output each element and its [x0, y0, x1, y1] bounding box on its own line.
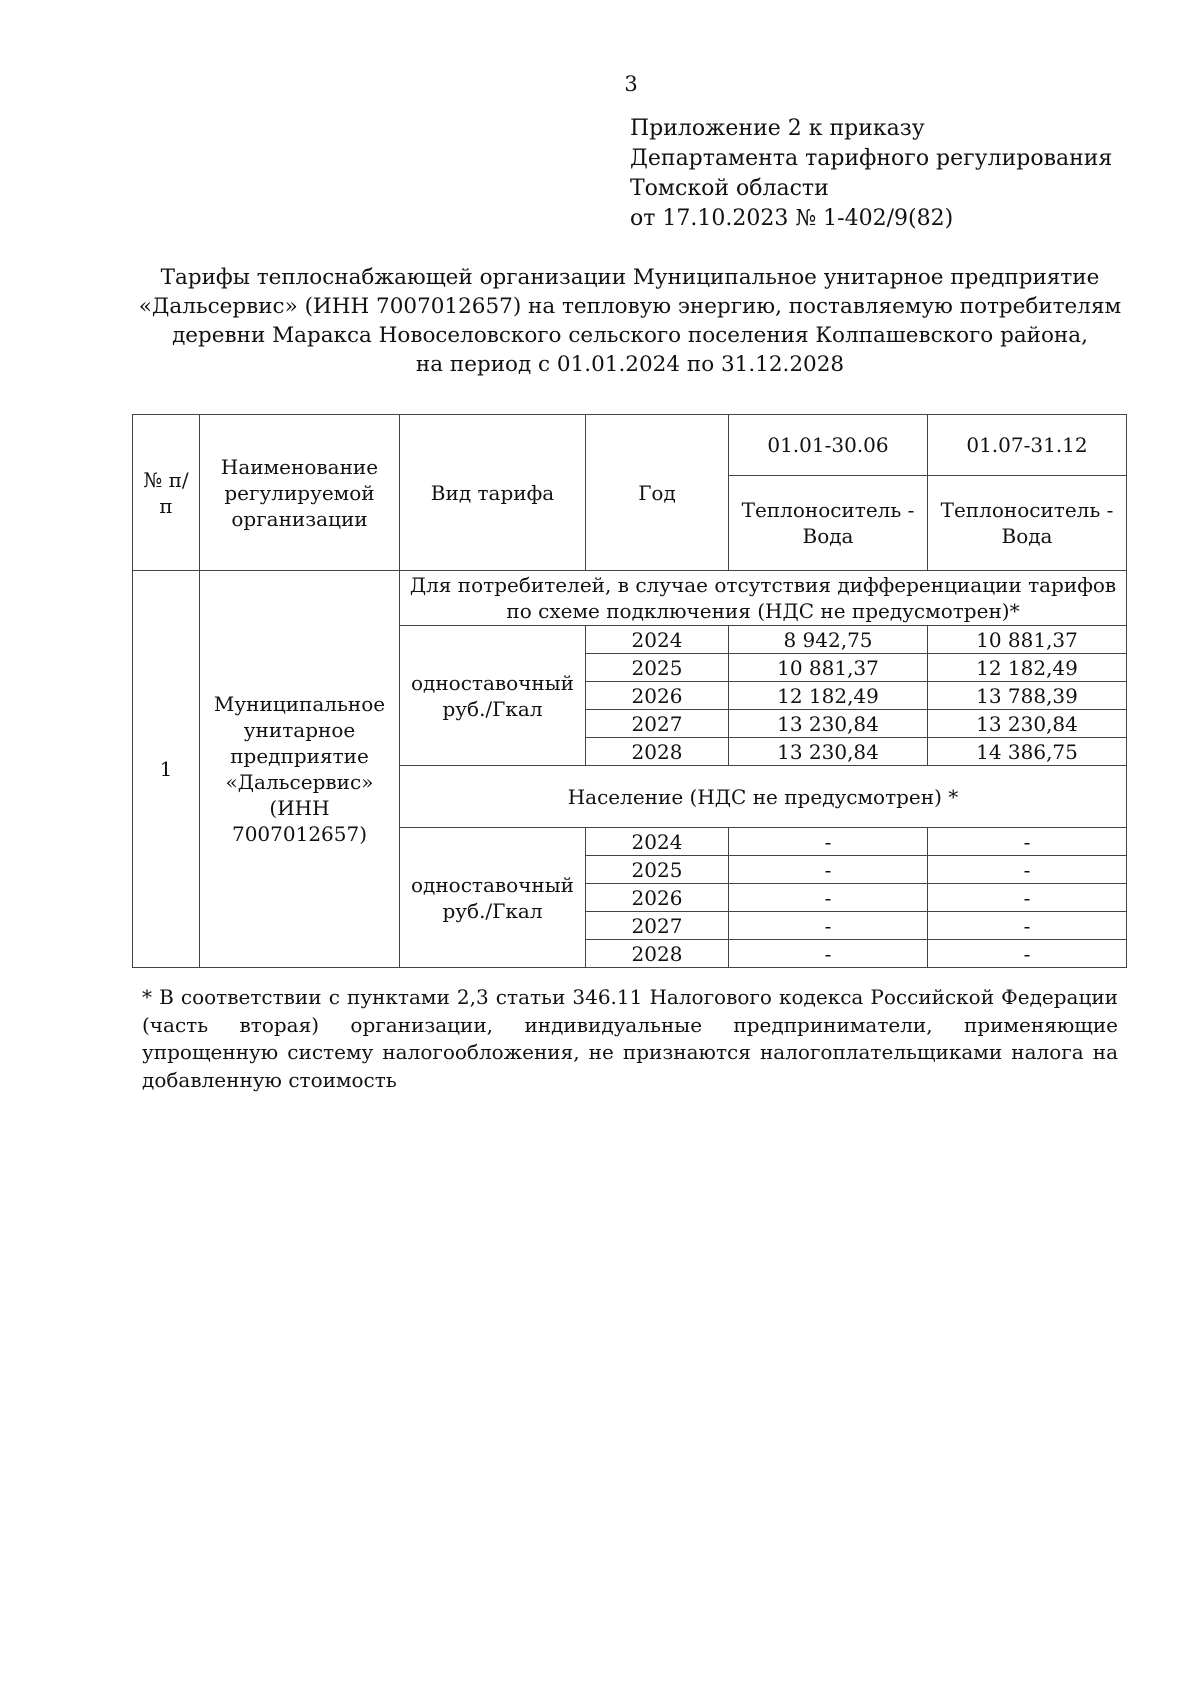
tariff-value-h2: 13 788,39 [928, 682, 1127, 710]
tariff-value-h2: 12 182,49 [928, 654, 1127, 682]
title-line: на период с 01.01.2024 по 31.12.2028 [415, 352, 845, 377]
tariff-value-h2: - [928, 828, 1127, 856]
header-carrier-2: Теплоноситель - Вода [928, 476, 1127, 571]
year-cell: 2025 [586, 856, 729, 884]
section-title-population: Население (НДС не предусмотрен) * [400, 766, 1127, 828]
appendix-line: Департамента тарифного регулирования [630, 146, 1113, 171]
tariff-value-h1: - [729, 884, 928, 912]
organization-name: Муниципальное унитарное предприятие «Дальсервис» (ИНН 7007012657) [200, 571, 400, 968]
title-line: Тарифы теплоснабжающей организации Муниципальное унитарное предприятие [160, 265, 1100, 290]
header-tariff-type: Вид тарифа [400, 415, 586, 571]
section-title-consumers: Для потребителей, в случае отсутствия дифференциации тарифов по схеме подключения (НДС не предусмотрен)* [400, 571, 1127, 626]
year-cell: 2024 [586, 626, 729, 654]
tariff-value-h2: 14 386,75 [928, 738, 1127, 766]
year-cell: 2027 [586, 912, 729, 940]
tariff-value-h2: 10 881,37 [928, 626, 1127, 654]
tariff-value-h1: 13 230,84 [729, 710, 928, 738]
year-cell: 2027 [586, 710, 729, 738]
tariff-value-h1: - [729, 912, 928, 940]
appendix-reference [630, 114, 1112, 234]
tariff-value-h1: - [729, 856, 928, 884]
tariff-value-h2: - [928, 940, 1127, 968]
tariff-value-h1: 13 230,84 [729, 738, 928, 766]
year-cell: 2025 [586, 654, 729, 682]
tariff-value-h1: - [729, 828, 928, 856]
document-title [130, 263, 1130, 379]
appendix-line: Томской области [630, 176, 829, 201]
header-organization: Наименование регулируемой организации [200, 415, 400, 571]
year-cell: 2028 [586, 940, 729, 968]
appendix-line: от 17.10.2023 № 1-402/9(82) [630, 206, 954, 231]
tariff-value-h1: 12 182,49 [729, 682, 928, 710]
page-number: 3 [624, 72, 638, 96]
tariff-value-h1: 10 881,37 [729, 654, 928, 682]
year-cell: 2028 [586, 738, 729, 766]
header-period-2: 01.07-31.12 [928, 415, 1127, 476]
tariff-value-h2: 13 230,84 [928, 710, 1127, 738]
header-carrier-1: Теплоноситель - Вода [729, 476, 928, 571]
footnote: * В соответствии с пунктами 2,3 статьи 346.11 Налогового кодекса Российской Федерации (часть вторая) организации, индивидуальные предприниматели, применяющие упрощенную систему налогообложения, не признаются налогоплательщиками налога на добавленную стоимость [142, 985, 1118, 1092]
appendix-line: Приложение 2 к приказу [630, 116, 925, 141]
row-number: 1 [133, 571, 200, 968]
tariff-type-cell: одноставочный руб./Гкал [400, 828, 586, 968]
tariff-table [132, 414, 1127, 968]
year-cell: 2026 [586, 884, 729, 912]
year-cell: 2026 [586, 682, 729, 710]
tariff-value-h1: 8 942,75 [729, 626, 928, 654]
tariff-value-h2: - [928, 884, 1127, 912]
tariff-value-h1: - [729, 940, 928, 968]
header-year: Год [586, 415, 729, 571]
tariff-value-h2: - [928, 912, 1127, 940]
tariff-type-cell: одноставочный руб./Гкал [400, 626, 586, 766]
header-number: № п/п [133, 415, 200, 571]
title-line: деревни Маракса Новоселовского сельского поселения Колпашевского района, [172, 323, 1088, 348]
title-line: «Дальсервис» (ИНН 7007012657) на тепловую энергию, поставляемую потребителям [138, 294, 1122, 319]
header-period-1: 01.01-30.06 [729, 415, 928, 476]
tariff-value-h2: - [928, 856, 1127, 884]
year-cell: 2024 [586, 828, 729, 856]
